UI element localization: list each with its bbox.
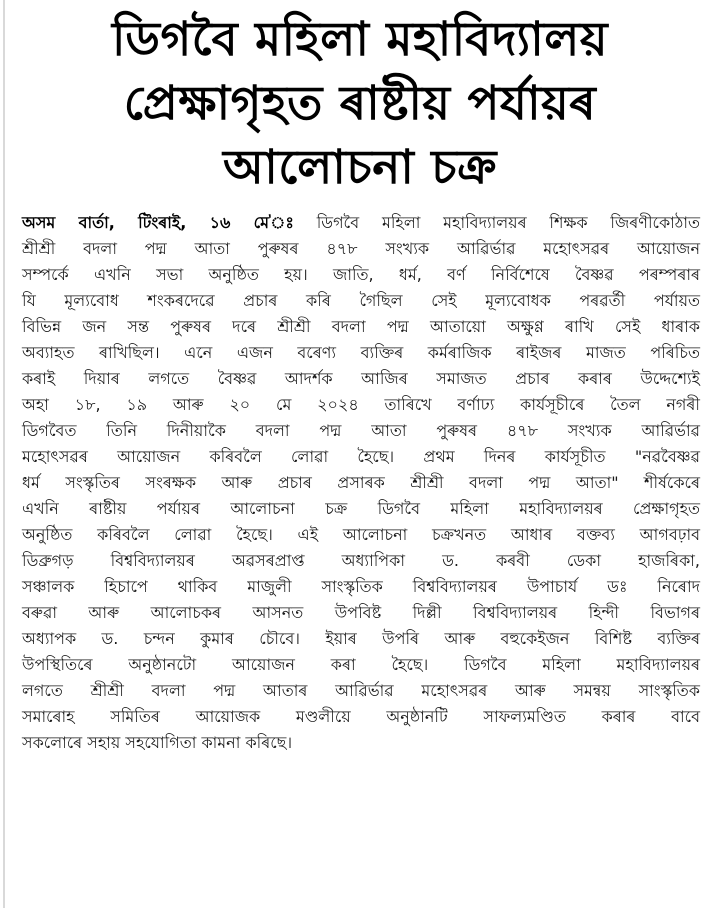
article-line-1-text: ডিগবৈ মহিলা মহাবিদ্যালয়ৰ শিক্ষক জিৰণীকোঠাত [316,213,700,232]
page-edge-divider [3,0,5,908]
dateline: অসম বাৰ্তা, টিংৰাই, ১৬ মে'ঃ [22,213,294,232]
article-line: সম্পৰ্কে এখনি সভা অনুষ্ঠিত হয়। জাতি, ধৰ্ম, বৰ্ণ নিৰ্বিশেষে বৈষ্ণৱ পৰম্পৰাৰ [22,265,700,284]
article-line-1 [22,210,700,236]
article-line: এখনি ৰাষ্টীয় পৰ্যায়ৰ আলোচনা চক্ৰ ডিগবৈ মহিলা মহাবিদ্যালয়ৰ প্ৰেক্ষাগৃহত [22,499,700,518]
article-line: বৰুৱা আৰু আলোচকৰ আসনত উপবিষ্ট দিল্লী বিশ্ববিদ্যালয়ৰ হিন্দী বিভাগৰ [22,603,700,622]
article-line: উপস্থিতিৰে অনুষ্ঠানটো আয়োজন কৰা হৈছে। ডিগবৈ মহিলা মহাবিদ্যালয়ৰ [22,655,700,674]
article-line: অধ্যাপক ড. চন্দন কুমাৰ চৌবে। ইয়াৰ উপৰি আৰু বহুকেইজন বিশিষ্ট ব্যক্তিৰ [22,629,700,648]
article-line: অনুষ্ঠিত কৰিবলৈ লোৱা হৈছে। এই আলোচনা চক্ৰখনত আধাৰ বক্তব্য আগবঢ়াব [22,525,700,544]
article-line: মহোৎসৱৰ আয়োজন কৰিবলৈ লোৱা হৈছে। প্ৰথম দিনৰ কাৰ্যসূচীত "নৱবৈষ্ণৱ [22,447,700,466]
article-line: সকলোৰে সহায় সহযোগিতা কামনা কৰিছে। [22,733,293,752]
article-line: ডিগবৈত তিনি দিনীয়াকৈ বদলা পদ্ম আতা পুৰুষৰ ৪৭৮ সংখ্যক আৱিৰ্ভাৱ [22,421,700,440]
article-line: সমাৰোহ সমিতিৰ আয়োজক মণ্ডলীয়ে অনুষ্ঠানটি সাফল্যমণ্ডিত কৰাৰ বাবে [22,707,700,726]
headline-line-2: প্ৰেক্ষাগৃহত ৰাষ্টীয় পৰ্যায়ৰ [123,76,597,131]
article-line: কৰাই দিয়াৰ লগতে বৈষ্ণৱ আদৰ্শক আজিৰ সমাজত প্ৰচাৰ কৰাৰ উদ্দেশ্যেই [22,369,700,388]
article-line: লগতে শ্ৰীশ্ৰী বদলা পদ্ম আতাৰ আৱিৰ্ভাৱ মহোৎসৱৰ আৰু সমন্বয় সাংস্কৃতিক [22,681,700,700]
article-line: ধৰ্ম সংস্কৃতিৰ সংৰক্ষক আৰু প্ৰচাৰ প্ৰসাৰক শ্ৰীশ্ৰী বদলা পদ্ম আতা" শীৰ্ষকেৰে [22,473,700,492]
article-line: অব্যাহত ৰাখিছিল। এনে এজন বৰেণ্য ব্যক্তিৰ কৰ্মৰাজিক ৰাইজৰ মাজত পৰিচিত [22,343,700,362]
article-line: বিভিন্ন জন সন্ত পুৰুষৰ দৰে শ্ৰীশ্ৰী বদলা পদ্ম আতায়ো অক্ষুণ্ণ ৰাখি সেই ধাৰাক [22,317,700,336]
article-line: অহা ১৮, ১৯ আৰু ২০ মে ২০২৪ তাৰিখে বৰ্ণাঢ্য কাৰ্যসূচীৰে তৈল নগৰী [22,395,700,414]
headline [0,0,720,200]
article-line: শ্ৰীশ্ৰী বদলা পদ্ম আতা পুৰুষৰ ৪৭৮ সংখ্যক আৱিৰ্ভাৱ মহোৎসৱৰ আয়োজন [22,239,700,258]
article-line: সঞ্চালক হিচাপে থাকিব মাজুলী সাংস্কৃতিক বিশ্ববিদ্যালয়ৰ উপাচাৰ্য ডঃ নিৰোদ [22,577,700,596]
headline-line-3: আলোচনা চক্ৰ [223,140,497,195]
headline-line-1: ডিগবৈ মহিলা মহাবিদ্যালয় [111,12,609,67]
article-body [0,210,720,756]
article-line: ডিব্ৰুগড় বিশ্ববিদ্যালয়ৰ অৱসৰপ্ৰাপ্ত অধ্যাপিকা ড. কৰবী ডেকা হাজৰিকা, [22,551,700,570]
article-line: যি মূল্যবোধ শংকৰদেৱে প্ৰচাৰ কৰি গৈছিল সেই মূল্যবোধক পৰৱৰ্তী পৰ্যায়ত [22,291,700,310]
